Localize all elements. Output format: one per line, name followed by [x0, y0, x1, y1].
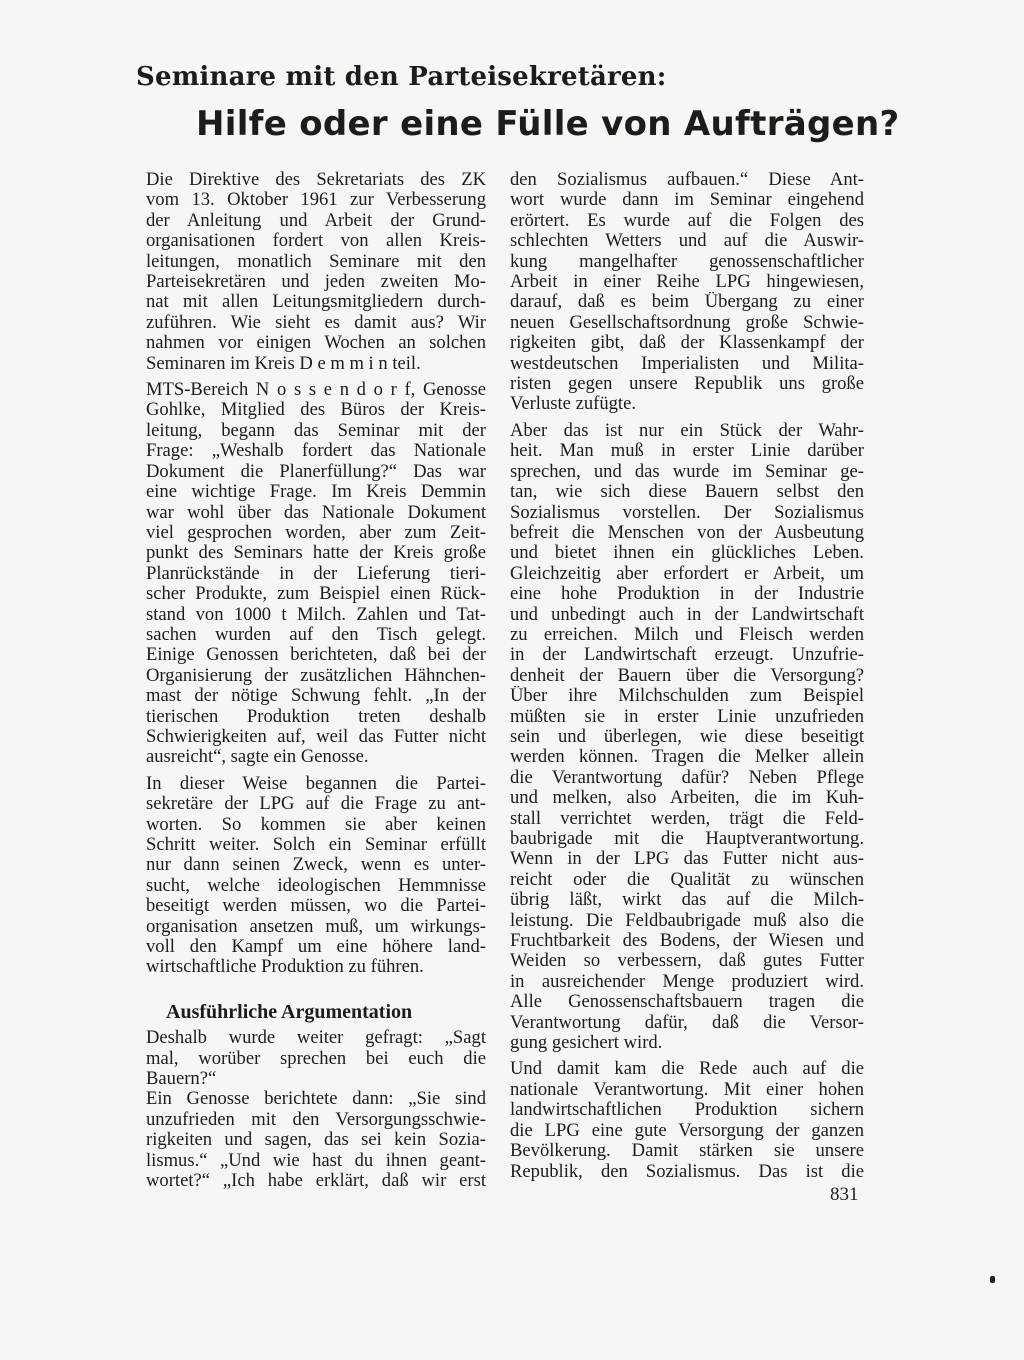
text-line: Gleichzeitig aber erfordert er Arbeit, um [510, 563, 864, 584]
article-kicker: Seminare mit den Parteisekretären: [136, 62, 667, 92]
text-line: reicht oder die Qualität zu wünschen [510, 869, 864, 890]
text-line: sucht, welche ideologischen Hemmnisse [146, 875, 486, 896]
paragraph [510, 1059, 864, 1181]
text-line: darauf, daß es beim Übergang zu einer [510, 292, 864, 313]
text-line: nur dann seinen Zweck, wenn es unter- [146, 855, 486, 876]
text-line: tan, wie sich diese Bauern selbst den [510, 482, 864, 503]
text-line: wirtschaftliche Produktion zu führen. [146, 957, 424, 978]
text-line: punkt des Seminars hatte der Kreis große [146, 543, 486, 564]
text-line: Bevölkerung. Damit stärken sie unsere [510, 1141, 864, 1162]
text-line: rigkeiten gibt, daß der Klassenkampf der [510, 333, 864, 354]
section-heading: Ausführliche Argumentation [166, 1000, 413, 1023]
text-line: Aber das ist nur ein Stück der Wahr- [510, 420, 864, 441]
text-line: vom 13. Oktober 1961 zur Verbesserung [146, 190, 486, 211]
text-line: Parteisekretären und jeden zweiten Mo- [146, 272, 486, 293]
text-line: organisationen fordert von allen Kreis- [146, 231, 486, 252]
left-column [146, 170, 486, 1192]
text-line: Bauern?“ [146, 1069, 217, 1090]
paragraph [510, 421, 864, 1054]
text-line: der Anleitung und Arbeit der Grund- [146, 210, 486, 231]
text-line: zuführen. Wie sieht es damit aus? Wir [146, 312, 486, 333]
text-line: leitungen, monatlich Seminare mit den [146, 251, 486, 272]
text-line: in der Landwirtschaft erzeugt. Unzufrie- [510, 645, 864, 666]
text-line: den Sozialismus aufbauen.“ Diese Ant- [510, 170, 864, 190]
text-line: gung gesichert wird. [510, 1033, 663, 1054]
text-line: beseitigt werden müssen, wo die Partei- [146, 896, 486, 917]
text-line: Schwierigkeiten auf, weil das Futter nicht [146, 726, 486, 747]
text-line: stall verrichtet werden, trägt die Feld- [510, 808, 864, 829]
text-line: denheit der Bauern über die Versorgung? [510, 665, 864, 686]
text-line: Fruchtbarkeit des Bodens, der Wiesen und [510, 931, 864, 952]
text-line: stand von 1000 t Milch. Zahlen und Tat- [146, 604, 486, 625]
text-line: wortet?“ „Ich habe erklärt, daß wir erst [146, 1171, 486, 1192]
text-line: die LPG eine gute Versorgung der ganzen [510, 1120, 864, 1141]
text-line: und unbedingt auch in der Landwirtschaft [510, 604, 864, 625]
text-line: in ausreichender Menge produziert wird. [510, 971, 864, 992]
text-line: Organisierung der zusätzlichen Hähnchen- [146, 665, 486, 686]
text-line: scher Produkte, zum Beispiel einen Rück- [146, 584, 486, 605]
text-line: Einige Genossen berichteten, daß bei der [146, 645, 486, 666]
text-line: Sozialismus vorstellen. Der Sozialismus [510, 502, 864, 523]
paragraph [146, 170, 486, 374]
text-line: mast der nötige Schwung fehlt. „In der [146, 686, 486, 707]
text-line: sachen wurden auf den Tisch gelegt. [146, 624, 486, 645]
text-line: sprechen, und das wurde im Seminar ge- [510, 461, 864, 482]
text-line: kung mangelhafter genossenschaftlicher [510, 251, 864, 272]
text-line: voll den Kampf um eine höhere land- [146, 937, 486, 958]
text-line: müßten sie in erster Linie unzufrieden [510, 706, 864, 727]
paragraph [146, 1089, 486, 1191]
text-line: landwirtschaftlichen Produktion sichern [510, 1100, 864, 1121]
text-line: rigkeiten und sagen, das sei kein Sozia- [146, 1130, 486, 1151]
text-line: risten gegen unsere Republik uns große [510, 374, 864, 395]
text-line: MTS-Bereich N o s s e n d o r f, Genosse [146, 380, 486, 401]
paragraph [146, 1028, 486, 1089]
text-line: leistung. Die Feldbaubrigade muß also die [510, 910, 864, 931]
text-line: Seminaren im Kreis D e m m i n teil. [146, 353, 421, 374]
text-line: Alle Genossenschaftsbauern tragen die [510, 992, 864, 1013]
text-line: worten. So kommen sie aber keinen [146, 814, 486, 835]
text-line: Arbeit in einer Reihe LPG hingewiesen, [510, 272, 864, 293]
text-line: nationale Verantwortung. Mit einer hohen [510, 1079, 864, 1100]
text-line: baubrigade mit die Hauptverantwortung. [510, 829, 864, 849]
text-line: organisation ansetzen muß, um wirkungs- [146, 916, 486, 937]
text-line: nahmen vor einigen Wochen an solchen [146, 333, 486, 354]
text-line: leitung, begann das Seminar mit der [146, 420, 486, 441]
paragraph [146, 774, 486, 978]
text-line: neuen Gesellschaftsordnung große Schwie- [510, 312, 864, 333]
page-number: 831 [830, 1184, 859, 1205]
text-line: Republik, den Sozialismus. Das ist die [510, 1161, 864, 1182]
text-line: Gohlke, Mitglied des Büros der Kreis- [146, 400, 486, 421]
text-line: wort wurde dann im Seminar eingehend [510, 190, 864, 211]
text-line: westdeutschen Imperialisten und Milita- [510, 353, 864, 374]
text-line: unzufrieden mit den Versorgungsschwie- [146, 1109, 486, 1130]
text-line: Deshalb wurde weiter gefragt: „Sagt [146, 1028, 486, 1049]
text-line: nat mit allen Leitungsmitgliedern durch- [146, 292, 486, 313]
text-line: eine wichtige Frage. Im Kreis Demmin [146, 482, 486, 503]
paragraph [510, 170, 864, 415]
text-line: übrig läßt, wirkt das auf die Milch- [510, 890, 864, 911]
text-line: Und damit kam die Rede auch auf die [510, 1059, 864, 1080]
text-line: Die Direktive des Sekretariats des ZK [146, 170, 486, 190]
text-line: werden können. Tragen die Melker allein [510, 747, 864, 768]
text-line: Dokument die Planerfüllung?“ Das war [146, 461, 486, 482]
article-title: Hilfe oder eine Fülle von Aufträgen? [196, 104, 900, 144]
text-line: zu erreichen. Milch und Fleisch werden [510, 624, 864, 645]
text-line: war wohl über das Nationale Dokument [146, 502, 486, 523]
text-line: Schritt weiter. Solch ein Seminar erfüllt [146, 835, 486, 855]
text-line: Wenn in der LPG das Futter nicht aus- [510, 849, 864, 870]
text-line: erörtert. Es wurde auf die Folgen des [510, 210, 864, 231]
text-line: tierischen Produktion treten deshalb [146, 706, 486, 727]
text-line: eine hohe Produktion in der Industrie [510, 584, 864, 605]
text-line: In dieser Weise begannen die Partei- [146, 773, 486, 794]
text-line: Verluste zufügte. [510, 394, 636, 415]
text-line: Weiden so verbessern, daß gutes Futter [510, 951, 864, 972]
text-line: Über ihre Milchschulden zum Beispiel [510, 686, 864, 707]
text-line: die Verantwortung dafür? Neben Pflege [510, 767, 864, 788]
text-line: lismus.“ „Und wie hast du ihnen geant- [146, 1150, 486, 1171]
text-line: viel gesprochen worden, aber zum Zeit- [146, 522, 486, 543]
text-line: befreit die Menschen von der Ausbeutung [510, 522, 864, 543]
text-line: Frage: „Weshalb fordert das Nationale [146, 441, 486, 462]
text-line: und melken, also Arbeiten, die im Kuh- [510, 788, 864, 809]
text-line: mal, worüber sprechen bei euch die [146, 1048, 486, 1069]
text-line: sekretäre der LPG auf die Frage zu ant- [146, 794, 486, 815]
text-line: ausreicht“, sagte ein Genosse. [146, 747, 369, 768]
paragraph [146, 380, 486, 768]
text-line: Planrückstände in der Lieferung tieri- [146, 563, 486, 584]
text-line: heit. Man muß in erster Linie darüber [510, 441, 864, 462]
right-column [510, 170, 864, 1182]
text-line: und bietet ihnen ein glückliches Leben. [510, 543, 864, 564]
text-line: sein und überlegen, wie diese beseitigt [510, 726, 864, 747]
scan-speck [990, 1276, 995, 1283]
text-line: schlechten Wetters und auf die Auswir- [510, 231, 864, 252]
text-line: Ein Genosse berichtete dann: „Sie sind [146, 1089, 486, 1110]
text-line: Verantwortung dafür, daß die Versor- [510, 1012, 864, 1033]
